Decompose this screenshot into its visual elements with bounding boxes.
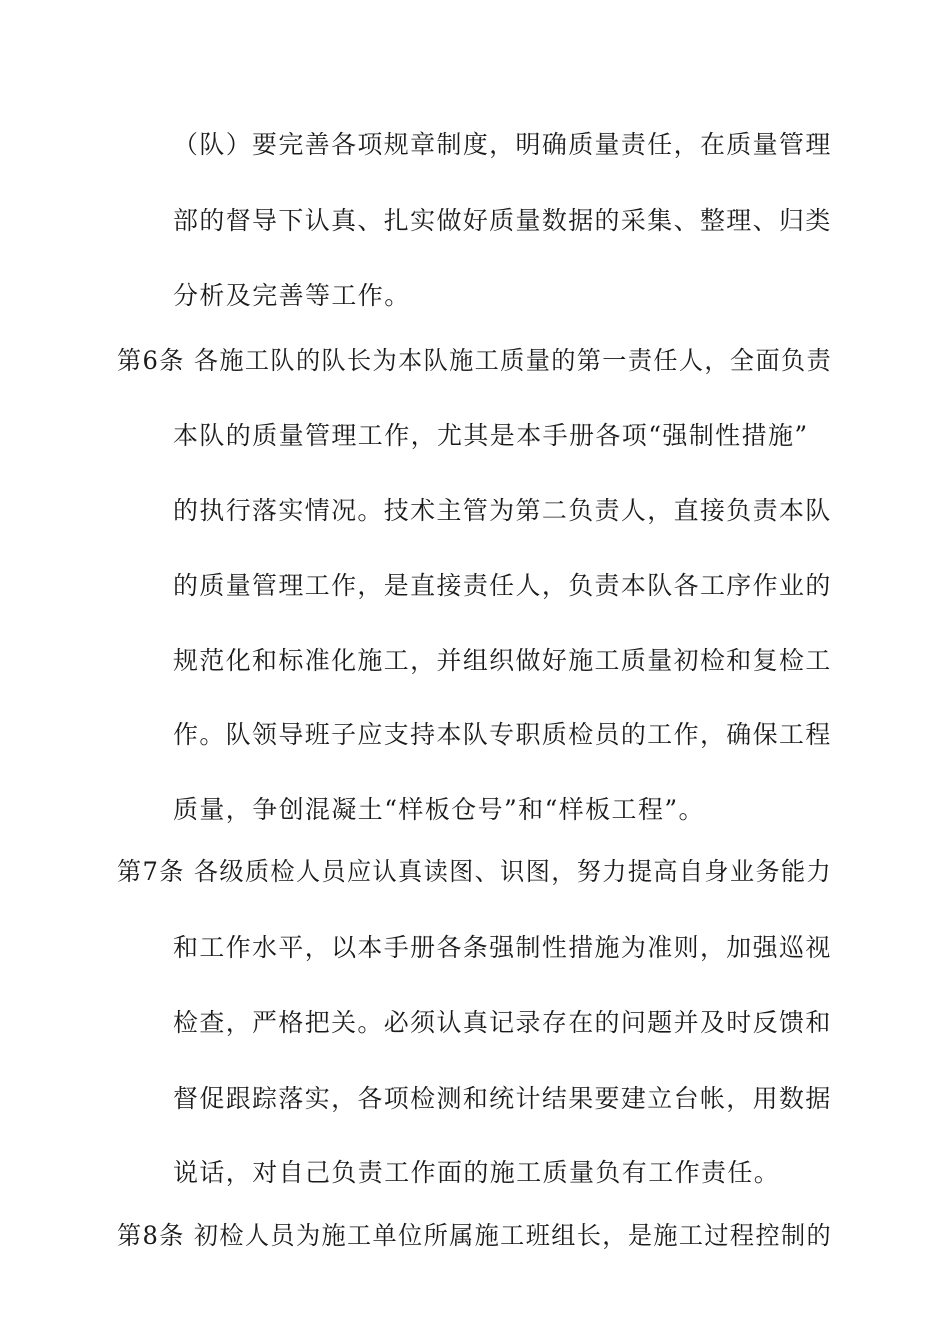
text-line-3: 分析及完善等工作。 xyxy=(173,281,411,310)
article-7-heading-line: 第7条 各级质检人员应认真读图、识图，努力提高自身业务能力 xyxy=(117,857,833,886)
text-line-1: （队）要完善各项规章制度，明确质量责任，在质量管理 xyxy=(173,130,832,159)
text-line-14: 督促跟踪落实，各项检测和统计结果要建立台帐，用数据 xyxy=(173,1084,832,1113)
text-line-5: 本队的质量管理工作，尤其是本手册各项“强制性措施” xyxy=(173,421,809,450)
article-6-heading-line: 第6条 各施工队的队长为本队施工质量的第一责任人，全面负责 xyxy=(117,346,833,375)
article-8-heading-line: 第8条 初检人员为施工单位所属施工班组长，是施工过程控制的 xyxy=(117,1221,833,1250)
text-line-2: 部的督导下认真、扎实做好质量数据的采集、整理、归类 xyxy=(173,206,832,235)
text-line-10: 质量，争创混凝土“样板仓号”和“样板工程”。 xyxy=(173,795,705,824)
text-line-7: 的质量管理工作，是直接责任人，负责本队各工序作业的 xyxy=(173,571,832,600)
text-line-12: 和工作水平，以本手册各条强制性措施为准则，加强巡视 xyxy=(173,933,832,962)
text-line-15: 说话，对自己负责工作面的施工质量负有工作责任。 xyxy=(173,1158,781,1187)
text-line-13: 检查，严格把关。必须认真记录存在的问题并及时反馈和 xyxy=(173,1008,832,1037)
text-line-8: 规范化和标准化施工，并组织做好施工质量初检和复检工 xyxy=(173,646,832,675)
text-line-6: 的执行落实情况。技术主管为第二负责人，直接负责本队 xyxy=(173,496,832,525)
text-line-9: 作。队领导班子应支持本队专职质检员的工作，确保工程 xyxy=(173,720,832,749)
